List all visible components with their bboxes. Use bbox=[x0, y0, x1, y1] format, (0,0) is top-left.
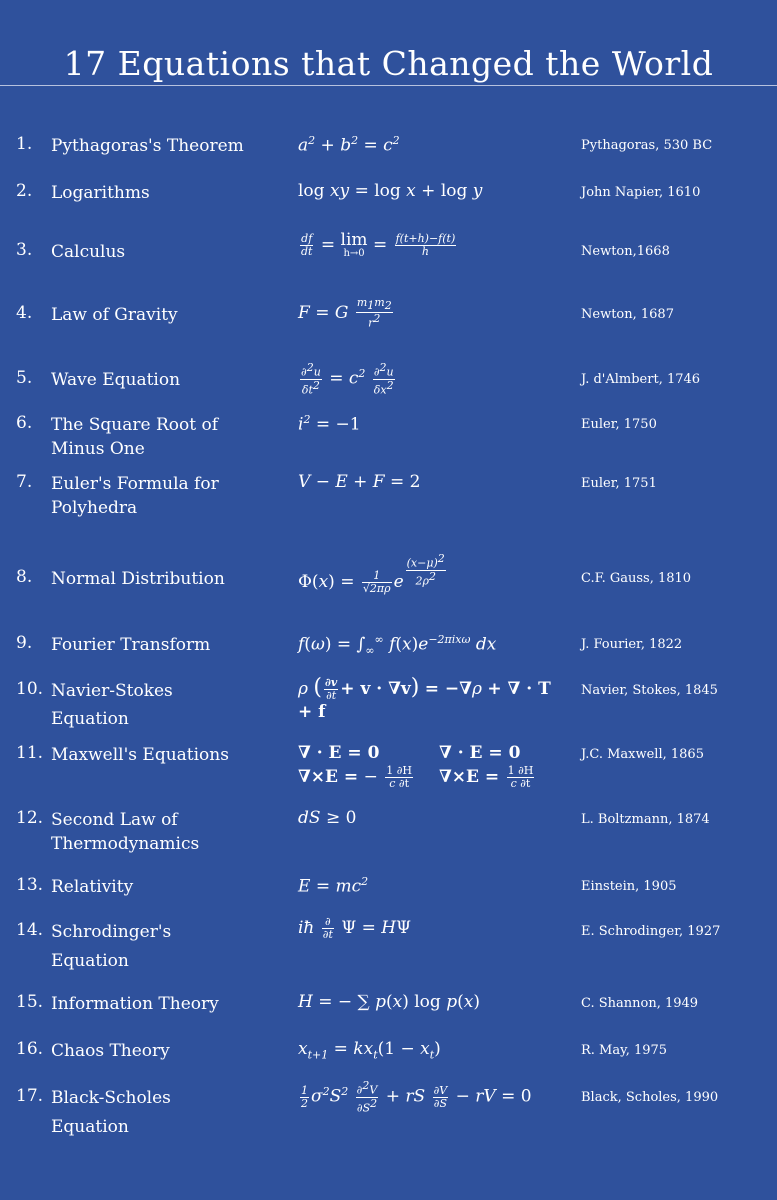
equation-name: Information Theory bbox=[51, 994, 219, 1014]
equation-name: Navier-Stokes Equation bbox=[51, 681, 173, 729]
equation-formula: $\frac{1}{2}$ $\sigma^2S^2$ $\frac{\partial^2V}{\partial S^2}$ + rS $\frac{\partial V}{\partial S}$ − rV = 0 bbox=[301, 1079, 532, 1115]
equation-name: Second Law of Thermodynamics bbox=[51, 810, 200, 854]
equation-author: C.F. Gauss, 1810 bbox=[581, 571, 692, 586]
equation-number: 15. bbox=[16, 992, 44, 1012]
equation-number: 1. bbox=[16, 134, 33, 154]
equation-number: 7. bbox=[16, 472, 33, 492]
equation-name: Schrodinger's Equation bbox=[51, 922, 172, 971]
equation-formula: $f(\omega) = \int_\infty^\infty$ $f(x)e^{-2\pi ix\omega}$ dx bbox=[298, 633, 497, 658]
equation-author: Euler, 1751 bbox=[581, 476, 657, 491]
equation-name: Calculus bbox=[51, 242, 126, 262]
equation-name: Pythagoras's Theorem bbox=[51, 136, 244, 156]
equation-author: J. d'Almbert, 1746 bbox=[581, 372, 701, 387]
equation-author: Newton,1668 bbox=[581, 244, 670, 259]
equation-formula: F = G $\frac{m_1m_2}{r^2}$ bbox=[298, 296, 392, 330]
equation-formula: dS ≥ 0 bbox=[298, 808, 357, 828]
equation-number: 11. bbox=[16, 743, 44, 763]
title-divider bbox=[0, 85, 777, 86]
equation-author: E. Schrodinger, 1927 bbox=[581, 924, 721, 939]
equation-number: 9. bbox=[16, 633, 33, 653]
equation-author: Pythagoras, 530 BC bbox=[581, 138, 713, 153]
equation-author: C. Shannon, 1949 bbox=[581, 996, 699, 1011]
equation-name: Fourier Transform bbox=[51, 635, 211, 655]
equation-number: 3. bbox=[16, 240, 33, 260]
equation-name: Logarithms bbox=[51, 183, 150, 203]
equation-formula: log xy = log x + log y bbox=[298, 181, 483, 201]
equation-name: Normal Distribution bbox=[51, 569, 225, 589]
equation-author: J. Fourier, 1822 bbox=[581, 637, 683, 652]
equation-author: Newton, 1687 bbox=[581, 307, 674, 322]
equation-number: 14. bbox=[16, 920, 44, 940]
equation-name: Law of Gravity bbox=[51, 305, 178, 325]
equation-formula: iħ $\frac{\partial}{\partial t}$ Ψ = HΨ bbox=[298, 915, 412, 941]
equation-formula: $\frac{\partial^2u}{\delta t^2}$ = $c^2$ $\frac{\partial^2u}{\delta x^2}$ bbox=[301, 361, 394, 397]
equation-author: R. May, 1975 bbox=[581, 1043, 668, 1058]
equation-formula: Φ(x) = $\frac{1}{√2\pi\rho}$ e $^{\frac{(x-\mu)^2}{2\rho^2}}$ bbox=[298, 552, 445, 596]
equation-formula: $i^2 = -1$ bbox=[298, 413, 361, 435]
equation-formula: H = − ∑ p(x) log p(x) bbox=[298, 992, 480, 1012]
equation-author: L. Boltzmann, 1874 bbox=[581, 812, 710, 827]
equation-author: John Napier, 1610 bbox=[581, 185, 701, 200]
page-title: 17 Equations that Changed the World bbox=[63, 44, 714, 83]
equation-name: Euler's Formula for Polyhedra bbox=[51, 474, 219, 518]
equation-name: Maxwell's Equations bbox=[51, 745, 229, 765]
equation-author: Euler, 1750 bbox=[581, 417, 657, 432]
equation-name: Wave Equation bbox=[51, 370, 181, 390]
equation-name: Chaos Theory bbox=[51, 1041, 170, 1061]
equation-number: 17. bbox=[16, 1086, 44, 1106]
equation-author: J.C. Maxwell, 1865 bbox=[581, 747, 704, 762]
equation-formula: $\frac{df}{dt}$ = lim h→0 = $\frac{f(t+h)-f(t)}{h}$ bbox=[301, 230, 456, 259]
equation-number: 5. bbox=[16, 368, 33, 388]
equation-number: 2. bbox=[16, 181, 33, 201]
equation-author: Navier, Stokes, 1845 bbox=[581, 683, 718, 698]
equation-number: 10. bbox=[16, 679, 44, 699]
equation-formula: $E = mc^2$ bbox=[298, 875, 369, 897]
equation-number: 13. bbox=[16, 875, 44, 895]
equation-author: Einstein, 1905 bbox=[581, 879, 677, 894]
equation-formula: $x_{t+1} = kx_t(1 - x_t)$ bbox=[298, 1039, 441, 1062]
equation-formula: V − E + F = 2 bbox=[298, 472, 421, 492]
equation-name: The Square Root of Minus One bbox=[51, 415, 218, 459]
equation-number: 6. bbox=[16, 413, 33, 433]
equation-number: 8. bbox=[16, 567, 33, 587]
equation-number: 4. bbox=[16, 303, 33, 323]
equation-number: 12. bbox=[16, 808, 44, 828]
equation-author: Black, Scholes, 1990 bbox=[581, 1090, 719, 1105]
equation-number: 16. bbox=[16, 1039, 44, 1059]
equation-formula: $a^2 + b^2 = c^2$ bbox=[298, 134, 400, 156]
equation-name: Relativity bbox=[51, 877, 134, 897]
equation-formula: ρ ( $\frac{\partial v}{\partial t}$ + v · ∇v) = −∇ρ + ∇ · T + f bbox=[298, 675, 551, 722]
equation-name: Black-Scholes Equation bbox=[51, 1088, 171, 1137]
